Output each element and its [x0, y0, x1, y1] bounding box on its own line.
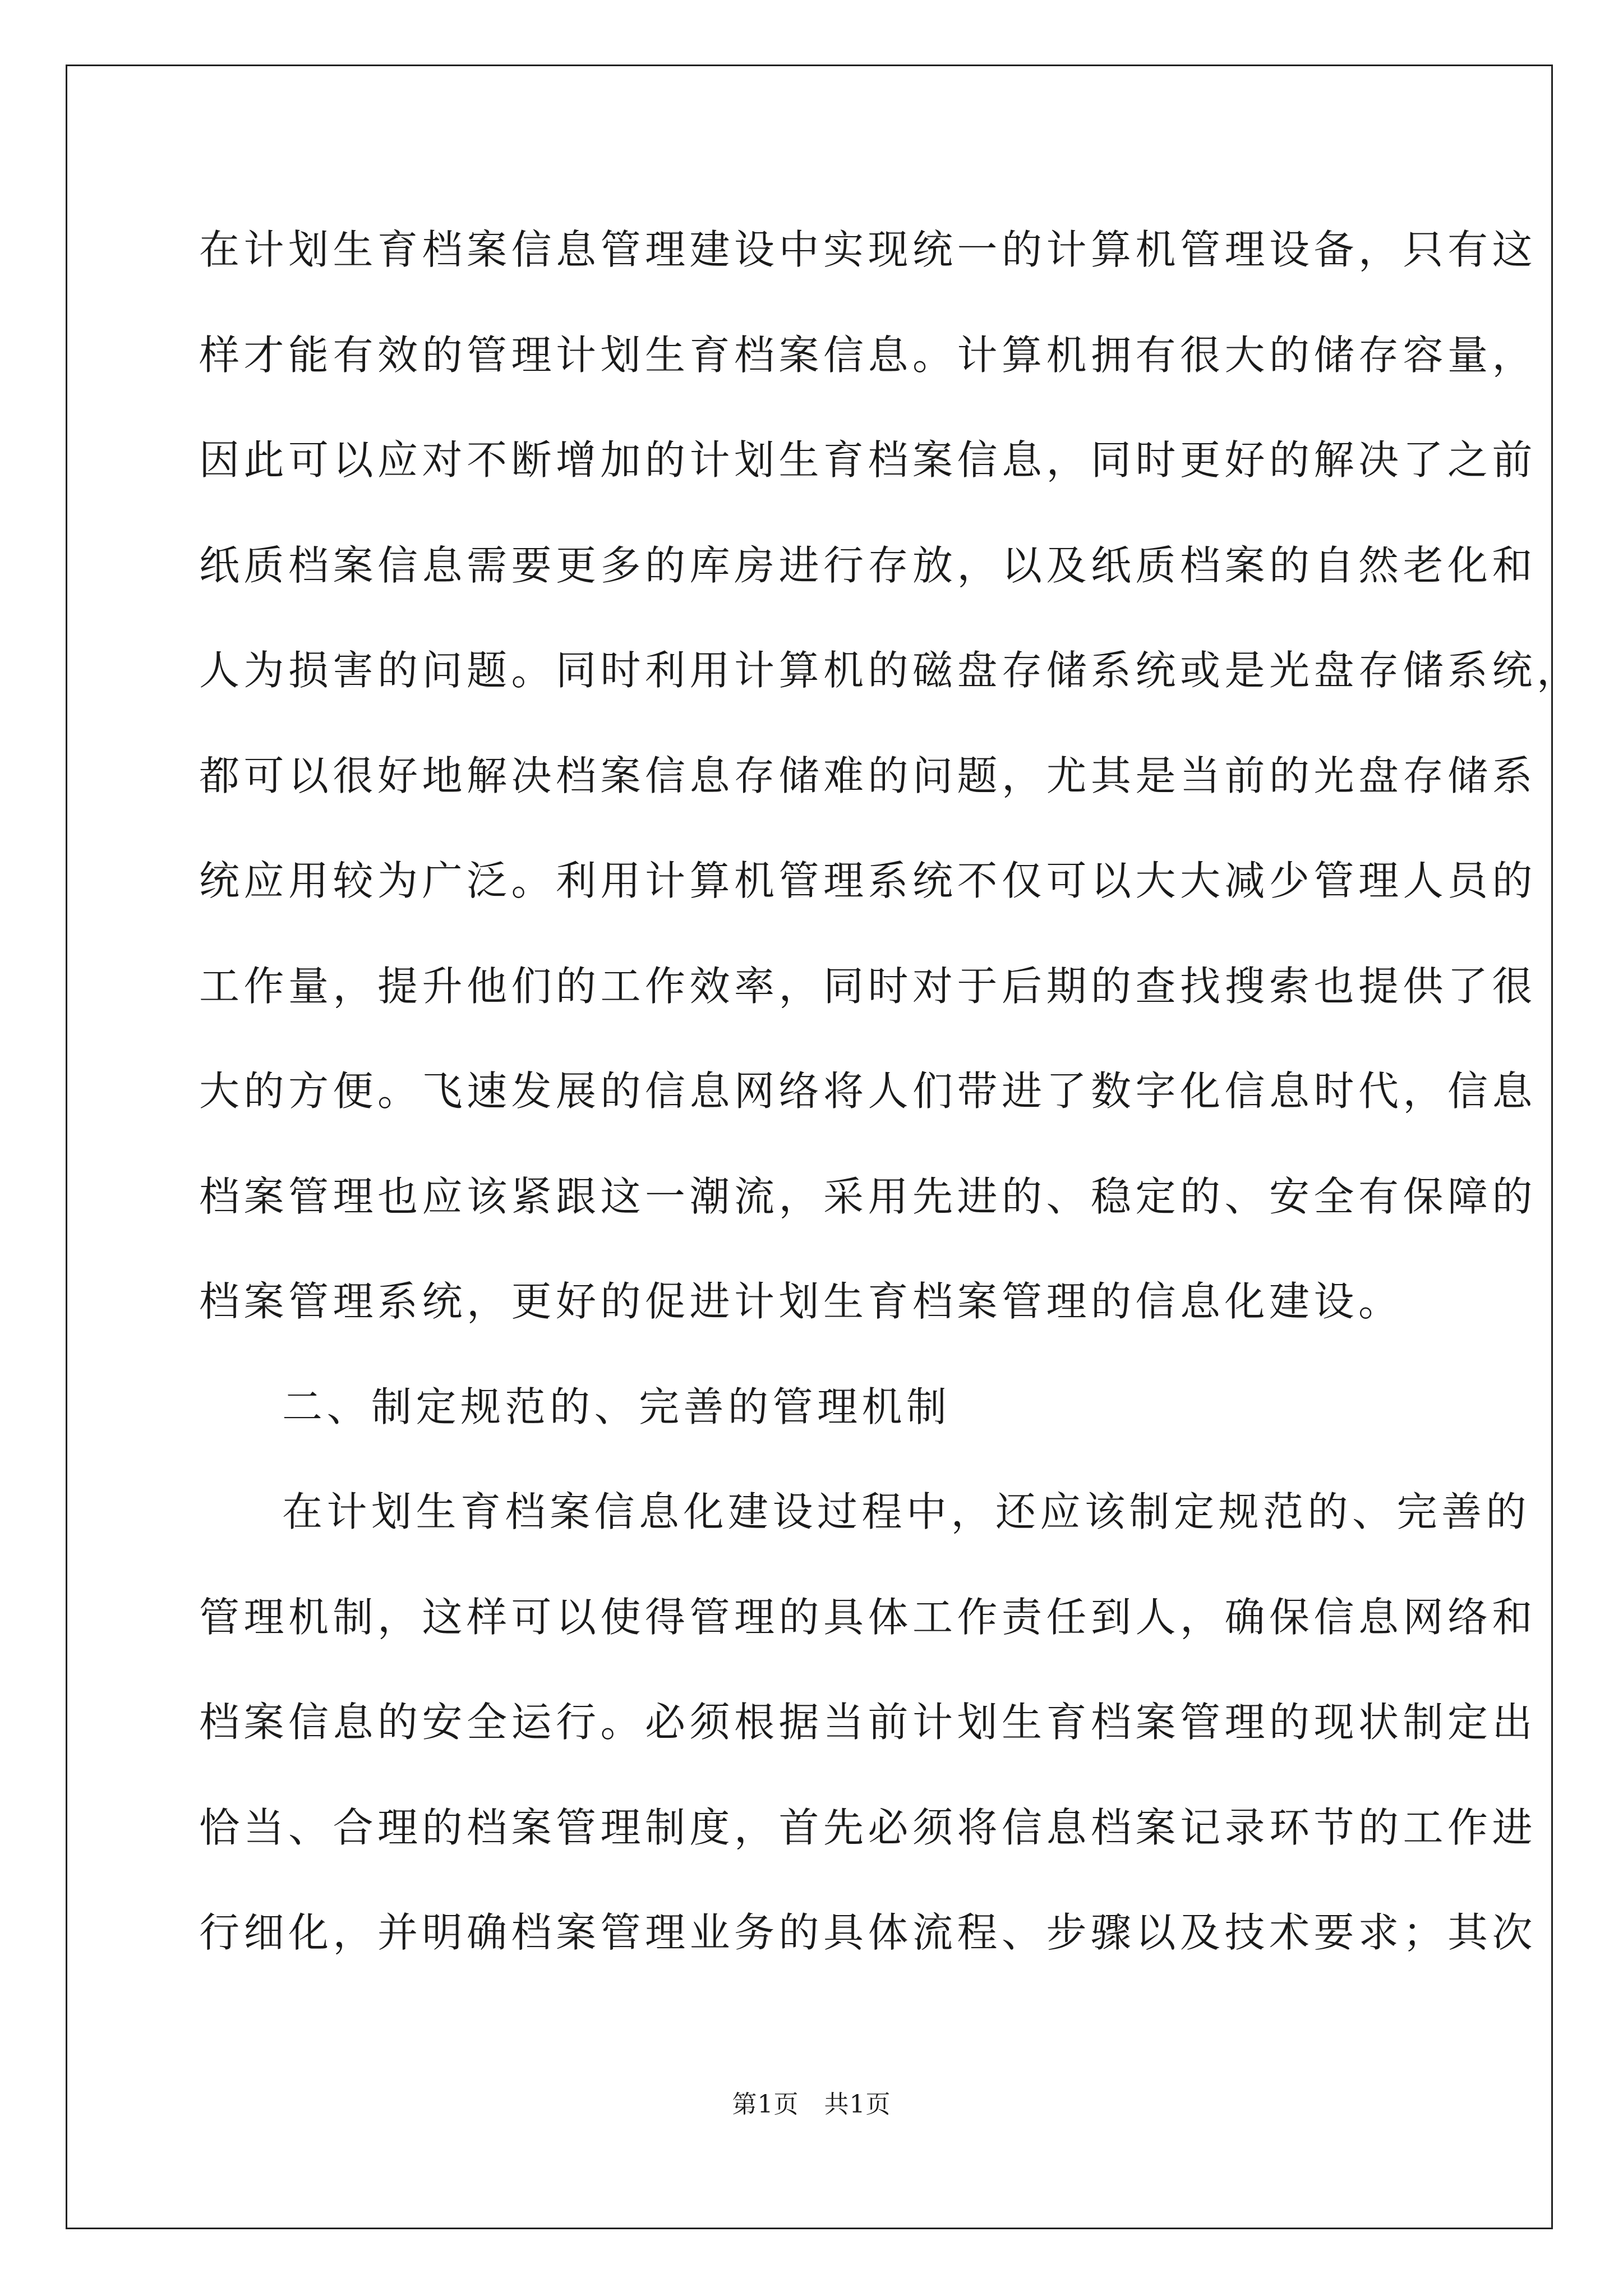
text-line: 在计划生育档案信息管理建设中实现统一的计算机管理设备，只有这: [199, 226, 1537, 273]
text-line: 工作量，提升他们的工作效率，同时对于后期的查找搜索也提供了很: [199, 962, 1537, 1010]
text-line: 在计划生育档案信息化建设过程中，还应该制定规范的、完善的: [282, 1488, 1531, 1535]
text-line: 档案信息的安全运行。必须根据当前计划生育档案管理的现状制定出: [199, 1699, 1537, 1746]
text-line: 管理机制，这样可以使得管理的具体工作责任到人，确保信息网络和: [199, 1593, 1537, 1641]
text-line: 档案管理系统，更好的促进计划生育档案管理的信息化建设。: [199, 1278, 1403, 1325]
text-line: 纸质档案信息需要更多的库房进行存放，以及纸质档案的自然老化和: [199, 541, 1537, 589]
text-line: 样才能有效的管理计划生育档案信息。计算机拥有很大的储存容量，: [199, 331, 1537, 379]
text-line: 因此可以应对不断增加的计划生育档案信息，同时更好的解决了之前: [199, 436, 1537, 484]
document-body: [199, 216, 1581, 2004]
text-line: 行细化，并明确档案管理业务的具体流程、步骤以及技术要求；其次: [199, 1909, 1537, 1956]
text-line: 恰当、合理的档案管理制度，首先必须将信息档案记录环节的工作进: [199, 1803, 1537, 1851]
text-line: 都可以很好地解决档案信息存储难的问题，尤其是当前的光盘存储系: [199, 752, 1537, 799]
page-number: 第1页 共1页: [732, 2090, 891, 2119]
text-line: 人为损害的问题。同时利用计算机的磁盘存储系统或是光盘存储系统，: [199, 647, 1581, 694]
text-line: 统应用较为广泛。利用计算机管理系统不仅可以大大减少管理人员的: [199, 857, 1537, 904]
text-line: 档案管理也应该紧跟这一潮流，采用先进的、稳定的、安全有保障的: [199, 1172, 1537, 1220]
section-heading: 二、制定规范的、完善的管理机制: [282, 1383, 951, 1430]
text-line: 大的方便。飞速发展的信息网络将人们带进了数字化信息时代，信息: [199, 1068, 1537, 1115]
